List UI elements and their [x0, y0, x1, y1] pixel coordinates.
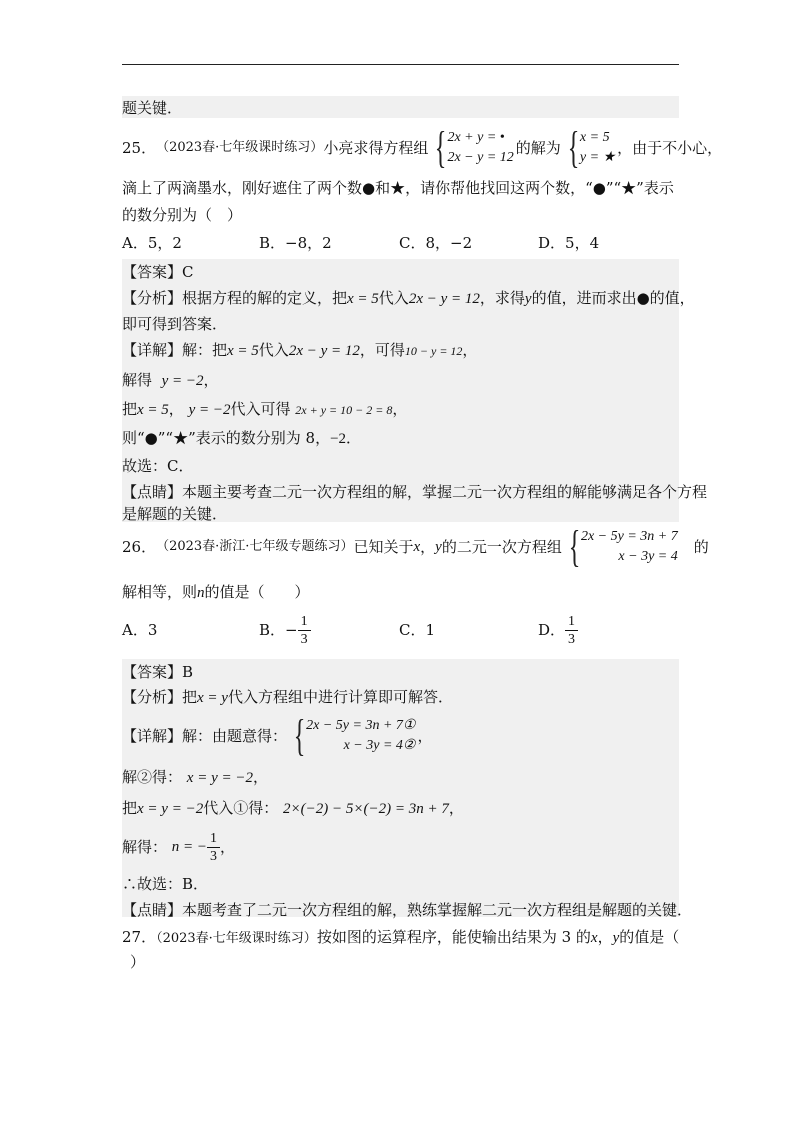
- q25-detail: 【详解】解：把x = 5代入2x − y = 12，可得10 − y = 12，: [122, 341, 478, 359]
- prev-solution-tail: 题关键．: [122, 99, 183, 117]
- q25-equation-system: { 2x + y = • 2x − y = 12: [435, 123, 514, 172]
- q25-solution-y: y = ★: [579, 150, 616, 165]
- q25-equation-2: 2x − y = 12: [447, 150, 514, 165]
- q26-stem-line2: 解相等，则n的值是（ ）: [122, 583, 310, 601]
- q25-number: 25．: [122, 139, 157, 157]
- q26-choose: ∴故选：B．: [122, 875, 209, 893]
- q25-text: 小亮求得方程组: [323, 139, 429, 157]
- q26-stem-line1: 26． （2023春·浙江·七年级专题练习） 已知关于 x ， y 的二元一次方程组 { 2x − 5y = 3n + 7 x − 3y = 4 的: [122, 522, 709, 571]
- q26-option-b: B．− $\frac{1}{3}$: [259, 608, 311, 652]
- q25-answer: 【答案】C: [122, 263, 194, 281]
- q25-option-d: D．5，4: [538, 234, 600, 252]
- q26-option-a: A．3: [122, 621, 158, 639]
- q25-stem-line3: 的数分别为（ ）: [122, 206, 243, 224]
- q25-stem-line1: [122, 123, 723, 172]
- q25-conclusion: 则“●”“★”表示的数分别为 8，−2．: [122, 429, 362, 447]
- q25-option-b: B．−8，2: [259, 234, 332, 252]
- q26-detail-system: { 2x − 5y = 3n + 7① x − 3y = 4②: [293, 711, 416, 760]
- q26-equation-system: { 2x − 5y = 3n + 7 x − 3y = 4: [568, 522, 678, 571]
- q26-source: （2023春·浙江·七年级专题练习）: [156, 539, 354, 554]
- q25-text-c: ，由于不小心，: [617, 139, 723, 157]
- q26-option-c: C．1: [399, 621, 436, 639]
- q25-solution-system: { x = 5 y = ★: [567, 123, 616, 172]
- q26-equation-2: x − 3y = 4: [618, 549, 678, 564]
- q25-solve-y: 解得 y = −2，: [122, 371, 219, 389]
- q26-number: 26．: [122, 538, 157, 556]
- q25-text-b: 的解为: [515, 139, 561, 157]
- q26-analysis: 【分析】把x = y代入方程组中进行计算即可解答．: [122, 688, 453, 706]
- q26-comment: 【点睛】本题考查了二元一次方程组的解，熟练掌握解二元一次方程组是解题的关键．: [122, 901, 693, 919]
- header-rule: [122, 64, 679, 65]
- q25-stem-line2: 滴上了两滴墨水，刚好遮住了两个数●和★，请你帮他找回这两个数，“●”“★”表示: [122, 179, 674, 197]
- q25-substitute: 把x = 5， y = −2代入可得 2x + y = 10 − 2 = 8，: [122, 400, 408, 418]
- q25-source: （2023春·七年级课时练习）: [156, 140, 324, 155]
- q27-source: （2023春·七年级课时练习）: [156, 931, 317, 946]
- q27-stem-line1: 27．（2023春·七年级课时练习）按如图的运算程序，能使输出结果为 3 的x，y的值是（: [122, 928, 680, 946]
- q25-choose: 故选：C．: [122, 457, 194, 475]
- q27-number: 27．: [122, 928, 157, 946]
- q26-option-d: D． $\frac{1}{3}$: [538, 608, 578, 652]
- q25-solution-x: x = 5: [579, 130, 610, 145]
- q25-comment-line2: 是解题的关键．: [122, 505, 228, 523]
- q27-stem-line2: ）: [130, 953, 146, 971]
- q26-detail: 【详解】解：由题意得： { 2x − 5y = 3n + 7① x − 3y = 4② ，: [122, 711, 433, 760]
- q25-option-a: A．5，2: [122, 234, 182, 252]
- q25-option-c: C．8，−2: [399, 234, 473, 252]
- q25-analysis: 【分析】根据方程的解的定义，把x = 5代入2x − y = 12，求得y的值，进而求出●的值，: [122, 289, 695, 307]
- q26-result: 解得： n = − $\frac{1}{3}$ ，: [122, 830, 236, 864]
- solution-block-prev: [122, 96, 679, 118]
- q26-substitute: 把x = y = −2代入①得： 2×(−2) − 5×(−2) = 3n + 7，: [122, 799, 464, 817]
- q26-solve-2: 解②得： x = y = −2，: [122, 768, 268, 786]
- q25-comment: 【点睛】本题主要考查二元一次方程组的解，掌握二元一次方程组的解能够满足各个方程: [122, 483, 708, 501]
- q26-answer: 【答案】B: [122, 663, 194, 681]
- q25-analysis-line2: 即可得到答案．: [122, 315, 228, 333]
- q25-equation-1: 2x + y = •: [447, 130, 505, 145]
- q26-equation-1: 2x − 5y = 3n + 7: [580, 529, 678, 544]
